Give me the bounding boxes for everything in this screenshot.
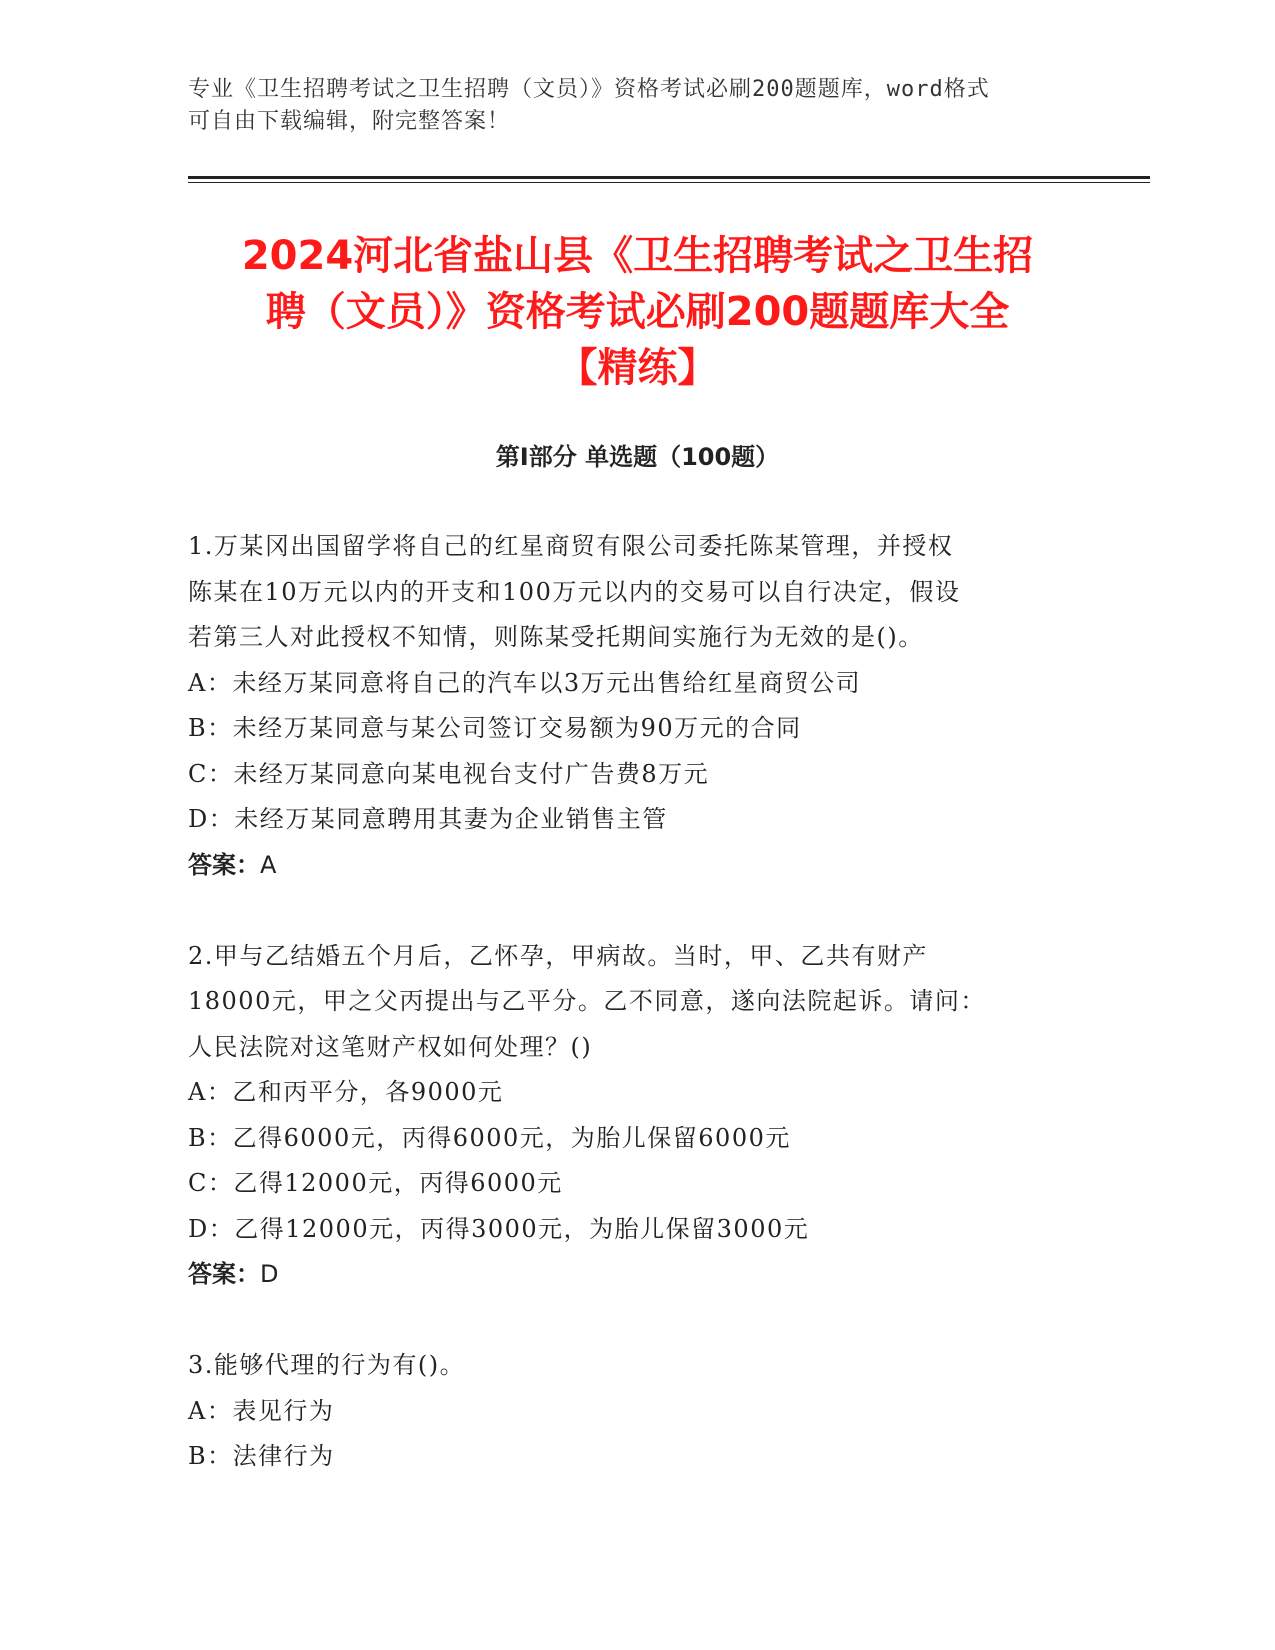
header-note-line: 可自由下载编辑，附完整答案！ [188,109,511,134]
option-d: D：未经万某同意聘用其妻为企业销售主管 [188,805,668,833]
option-d: D：乙得12000元，丙得3000元，为胎儿保留3000元 [188,1214,810,1243]
answer-label: 答案： [188,1260,260,1288]
option-a: A：未经万某同意将自己的汽车以3万元出售给红星商贸公司 [188,668,862,697]
option-a: A：表见行为 [188,1396,335,1425]
question-stem [188,1343,1088,1389]
question-item [188,1343,1088,1480]
title-line: 聘（文员）》资格考试必刷200题题库大全 [265,289,1010,335]
stem-line: 18000元，甲之父丙提出与乙平分。乙不同意，遂向法院起诉。请问： [188,987,986,1015]
option-c: C：未经万某同意向某电视台支付广告费8万元 [188,759,710,788]
stem-line: 若第三人对此授权不知情，则陈某受托期间实施行为无效的是()。 [188,623,924,651]
stem-line: 2.甲与乙结婚五个月后，乙怀孕，甲病故。当时，甲、乙共有财产 [188,941,928,970]
option-a: A：乙和丙平分，各9000元 [188,1078,504,1106]
document-title [170,228,1105,396]
title-line: 【精练】 [557,345,718,391]
answer-line [188,1252,1088,1297]
option-c: C：乙得12000元，丙得6000元 [188,1169,563,1197]
section-heading: 第Ⅰ部分 单选题（100题） [495,443,780,471]
answer-label: 答案： [188,850,260,879]
stem-line: 陈某在10万元以内的开支和100万元以内的交易可以自行决定，假设 [188,577,961,606]
option-b: B：乙得6000元，丙得6000元，为胎儿保留6000元 [188,1123,791,1152]
question-stem [188,524,1088,661]
question-item [188,524,1088,888]
stem-line: 3.能够代理的行为有()。 [188,1351,466,1379]
stem-line: 人民法院对这笔财产权如何处理？() [188,1032,593,1061]
option-b: B：法律行为 [188,1442,335,1470]
header-note-line: 专业《卫生招聘考试之卫生招聘（文员）》资格考试必刷200题题库，word格式 [188,77,990,102]
answer-value: A [260,850,277,879]
question-list [188,524,1088,1526]
question-item [188,934,1088,1298]
header-divider-thin [188,182,1150,183]
question-stem [188,934,1088,1071]
header-divider-thick [188,176,1150,179]
option-b: B：未经万某同意与某公司签订交易额为90万元的合同 [188,714,802,742]
answer-value: D [260,1260,279,1288]
header-note [188,74,1068,138]
title-line: 2024河北省盐山县《卫生招聘考试之卫生招 [241,233,1034,279]
answer-line [188,843,1088,888]
stem-line: 1.万某冈出国留学将自己的红星商贸有限公司委托陈某管理，并授权 [188,532,954,560]
